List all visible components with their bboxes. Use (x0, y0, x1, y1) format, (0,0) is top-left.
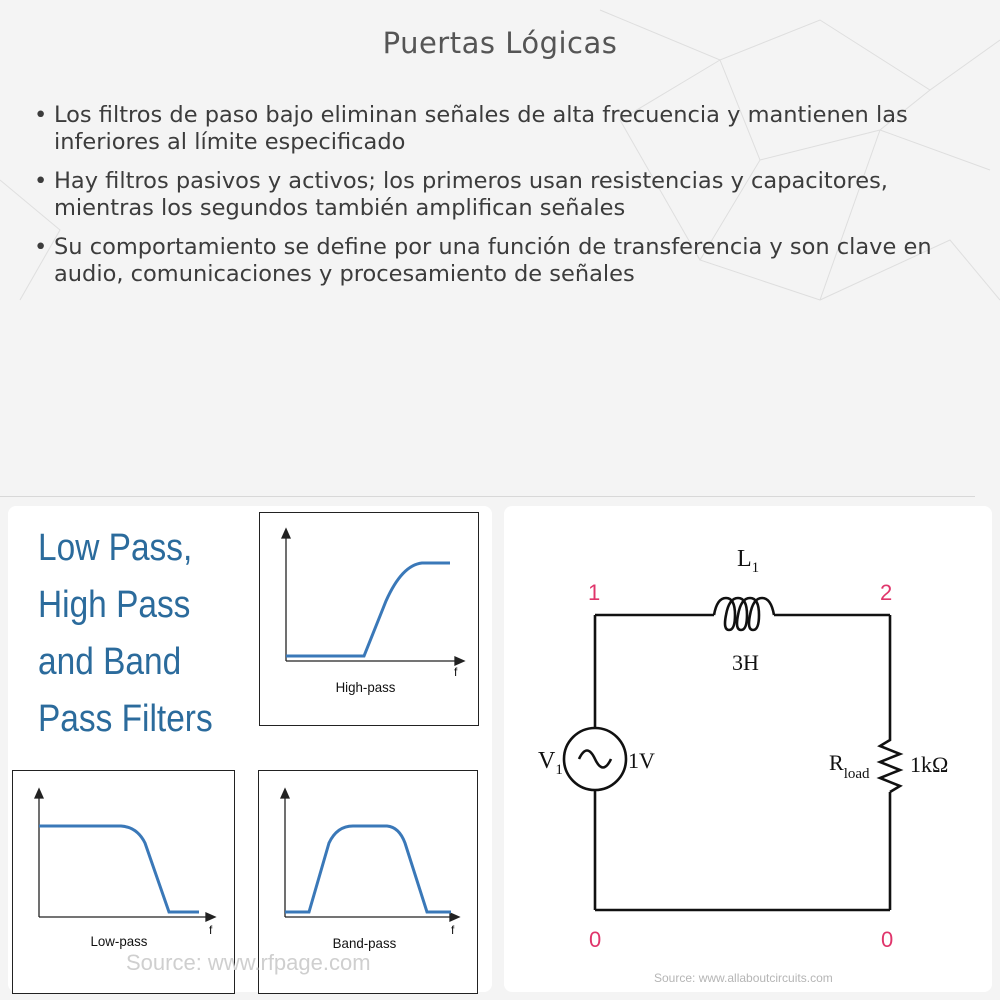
high-pass-curve (286, 563, 450, 656)
inductor-name-label: $L_1$ (737, 546, 760, 576)
bullet-text: Hay filtros pasivos y activos; los primeros usan resistencias y capacitores, mientras los segundos también amplifican señales (54, 168, 888, 221)
high-pass-graph (259, 512, 479, 726)
filters-heading (38, 520, 213, 748)
bullet-marker: • (34, 102, 48, 128)
high-pass-label: High-pass (335, 679, 396, 695)
bullet-item (34, 102, 974, 156)
circuit-image-panel (504, 506, 992, 992)
resistor-name-label: $R_{load}$ (829, 750, 870, 782)
bullet-marker: • (34, 168, 48, 194)
filters-image-panel (8, 506, 492, 992)
heading-line: and Band (38, 641, 182, 683)
bullet-text: Los filtros de paso bajo eliminan señales de alta frecuencia y mantienen las inferiores al límite especificado (54, 102, 908, 155)
image-source-credit: Source: www.rfpage.com (126, 950, 371, 975)
source-value-label: 1V (628, 748, 655, 773)
heading-line: Low Pass, (38, 527, 193, 569)
node-label: 0 (881, 927, 894, 952)
axis-f-label: f (454, 665, 458, 679)
section-divider (0, 496, 975, 497)
slide-title: Puertas Lógicas (382, 26, 618, 60)
axis-f-label: f (451, 923, 455, 937)
band-pass-label: Band-pass (332, 935, 397, 951)
resistor-zigzag (880, 736, 900, 792)
bullet-item (34, 168, 974, 222)
axis-f-label: f (209, 923, 213, 937)
bullet-list (34, 102, 974, 300)
resistor-value-label: 1kΩ (910, 752, 949, 777)
bullet-text: Su comportamiento se define por una función de transferencia y son clave en audio, comunicaciones y procesamiento de señales (54, 234, 932, 287)
rl-circuit-diagram (504, 506, 992, 992)
image-source-credit: Source: www.allaboutcircuits.com (654, 971, 833, 985)
bullet-item (34, 234, 974, 288)
heading-line: High Pass (38, 584, 191, 626)
node-label: 1 (588, 580, 601, 605)
low-pass-curve (39, 826, 199, 912)
inductor-coil (714, 598, 774, 630)
inductor-value-label: 3H (732, 650, 759, 675)
bullet-marker: • (34, 234, 48, 260)
low-pass-label: Low-pass (90, 933, 148, 949)
band-pass-curve (285, 826, 451, 912)
heading-line: Pass Filters (38, 698, 213, 740)
node-label: 2 (880, 580, 893, 605)
source-name-label: $V_1$ (538, 748, 563, 778)
node-label: 0 (589, 927, 602, 952)
sine-symbol (579, 751, 611, 768)
